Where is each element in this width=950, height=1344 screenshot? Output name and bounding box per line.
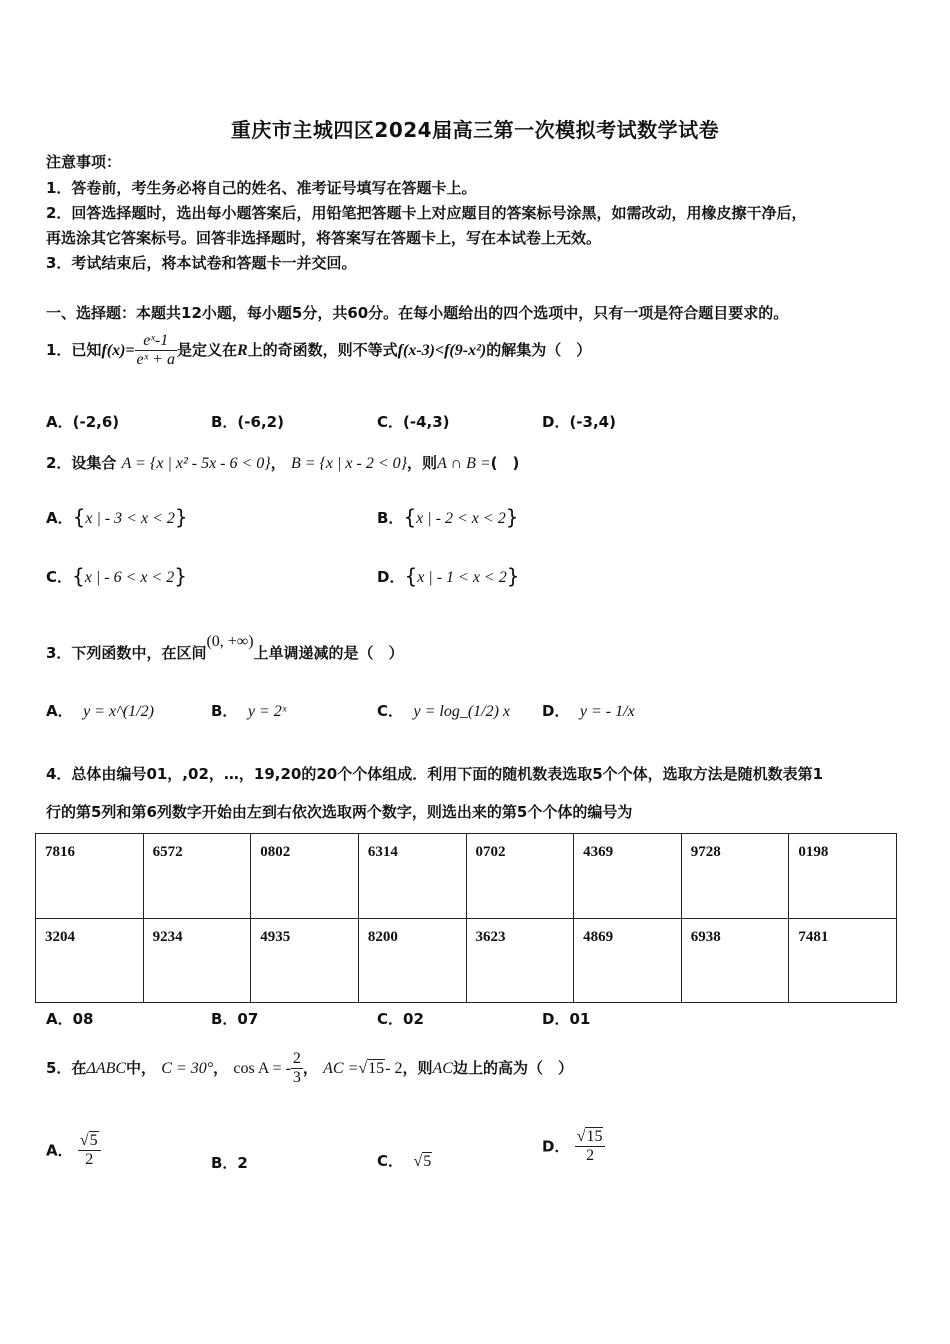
q2-option-b-label: B．: [377, 509, 404, 527]
q1-fraction: [135, 332, 177, 369]
q5-cos-num: 2: [292, 1050, 301, 1067]
table-cell: 9728: [681, 834, 789, 919]
table-cell: 7481: [789, 918, 897, 1003]
q5-ac-tail: - 2: [385, 1060, 403, 1077]
table-cell: 0702: [466, 834, 574, 919]
q3-prefix: 3．下列函数中，在区间: [46, 644, 207, 662]
q5-option-a-den: 2: [85, 1151, 94, 1168]
q3-option-c: [377, 700, 510, 721]
q2-option-a-set: x | - 3 < x < 2: [85, 510, 175, 527]
q3-option-a-expr: y = x^(1/2): [83, 703, 154, 720]
q5-ac-lhs: AC =: [323, 1060, 359, 1077]
q4-option-d: D．01: [542, 1010, 591, 1028]
notice-item-2: 2．回答选择题时，选出每小题答案后，用铅笔把答题卡上对应题目的答案标号涂黑，如需改动，用橡皮擦干净后，: [46, 204, 807, 222]
q3-suffix: 上单调递减的是（ ）: [253, 644, 404, 662]
table-cell: 3623: [466, 918, 574, 1003]
q5-mid2: ，则: [402, 1059, 433, 1077]
q4-option-a: A．08: [46, 1010, 94, 1028]
table-cell: 4869: [574, 918, 682, 1003]
q1-R: R: [236, 342, 248, 359]
table-cell: 6572: [143, 834, 251, 919]
notice-item-1: 1．答卷前，考生务必将自己的姓名、准考证号填写在答题卡上。: [46, 179, 477, 197]
q2-option-a-label: A．: [46, 509, 73, 527]
q5-option-a-radicand: 5: [89, 1132, 98, 1149]
q4-option-b: B．07: [211, 1010, 259, 1028]
q5-option-c-radicand: 5: [423, 1153, 432, 1170]
q3-option-a: [46, 700, 154, 721]
table-row: [36, 834, 897, 919]
table-cell: 3204: [36, 918, 144, 1003]
q1-frac-den: eˣ + a: [136, 351, 175, 368]
q3-option-b-label: B．: [211, 702, 238, 720]
q5-option-d-fraction: $\frac{√15}{2}$: [575, 1128, 606, 1165]
notice-item-2-cont: 再选涂其它答案标号。回答非选择题时，将答案写在答题卡上，写在本试卷上无效。: [46, 229, 602, 247]
q2-option-d-label: D．: [377, 568, 405, 586]
q5-option-c-label: C．: [377, 1152, 404, 1170]
q2-set-b: B = {x | x - 2 < 0}: [290, 455, 408, 472]
q5-cos-lhs: cos A = -: [233, 1060, 291, 1077]
notice-heading: 注意事项：: [46, 153, 122, 171]
q5-mid1: 中，: [126, 1059, 157, 1077]
question-4-line-2: 行的第5列和第6列数字开始由左到右依次选取两个数字，则选出来的第5个个体的编号为: [46, 803, 633, 821]
table-cell: 6314: [358, 834, 466, 919]
table-cell: 0802: [251, 834, 359, 919]
notice-item-3: 3．考试结束后，将本试卷和答题卡一并交回。: [46, 254, 357, 272]
q1-option-a: A．(-2,6): [46, 413, 120, 431]
q2-expr: A ∩ B =: [437, 455, 491, 472]
table-cell: 9234: [143, 918, 251, 1003]
question-1: [46, 330, 591, 371]
q5-option-d-radicand: 15: [586, 1128, 603, 1145]
question-3: [46, 622, 404, 673]
q2-option-d: D．{x | - 1 < x < 2}: [377, 564, 520, 588]
question-2: [46, 448, 519, 479]
q1-inequality: f(x-3)<f(9-x²): [397, 342, 487, 359]
table-cell: 0198: [789, 834, 897, 919]
q1-prefix: 1．已知: [46, 341, 102, 359]
q2-suffix: ( ): [490, 454, 520, 472]
q3-option-b-expr: y = 2ˣ: [247, 703, 287, 720]
question-4-line-1: 4．总体由编号01，,02，…，19,20的20个个体组成．利用下面的随机数表选取5个个体，选取方法是随机数表第1: [46, 765, 824, 783]
q5-cos-fraction: [291, 1050, 303, 1087]
q1-option-b: B．(-6,2): [211, 413, 284, 431]
q5-comma2: ，: [302, 1059, 318, 1077]
q1-suffix: 的解集为（ ）: [486, 341, 592, 359]
q2-comma: ，: [270, 454, 286, 472]
q5-option-d: [542, 1128, 605, 1165]
q3-option-c-expr: y = log_(1/2) x: [413, 703, 511, 720]
q1-mid2: 上的奇函数，则不等式: [247, 341, 398, 359]
table-cell: 8200: [358, 918, 466, 1003]
q3-option-d-label: D．: [542, 702, 570, 720]
q1-option-d: D．(-3,4): [542, 413, 616, 431]
question-5: 5．在ΔABC中， C = 30°， cos A = - $\frac{2}{3}$ ， AC =√15- 2，则AC边上的高为（ ）: [46, 1050, 573, 1086]
q5-option-a-label: A．: [46, 1141, 73, 1160]
q5-suffix: 边上的高为（ ）: [452, 1059, 573, 1077]
q5-option-c: C． √5: [377, 1152, 432, 1170]
q5-comma1: ，: [213, 1059, 229, 1077]
q2-option-c-label: C．: [46, 568, 73, 586]
q5-option-d-label: D．: [542, 1137, 570, 1156]
q2-prefix: 2．设集合: [46, 454, 117, 472]
q2-option-c-set: x | - 6 < x < 2: [84, 569, 175, 586]
q2-mid: ，则: [407, 454, 438, 472]
q5-ac: AC: [432, 1060, 453, 1077]
page-title: 重庆市主城四区2024届高三第一次模拟考试数学试卷: [230, 118, 720, 142]
q2-option-d-set: x | - 1 < x < 2: [417, 569, 507, 586]
table-cell: 6938: [681, 918, 789, 1003]
table-row: [36, 918, 897, 1003]
q1-frac-num: eˣ-1: [135, 332, 177, 351]
q3-option-d: [542, 700, 635, 721]
q1-mid: 是定义在: [176, 341, 237, 359]
q3-option-c-label: C．: [377, 702, 404, 720]
q5-ac-radicand: 15: [368, 1060, 385, 1077]
q5-option-a: [46, 1132, 101, 1169]
q2-set-a: A = {x | x² - 5x - 6 < 0}: [121, 455, 271, 472]
q2-option-c: C．{x | - 6 < x < 2}: [46, 564, 188, 588]
table-cell: 7816: [36, 834, 144, 919]
q2-option-b: B．{x | - 2 < x < 2}: [377, 505, 519, 529]
q1-option-c: C．(-4,3): [377, 413, 450, 431]
q4-option-c: C．02: [377, 1010, 424, 1028]
q5-option-d-den: 2: [586, 1147, 595, 1164]
q3-option-b: [211, 700, 286, 721]
q5-option-b: B．2: [211, 1154, 248, 1172]
q2-option-a: A．{x | - 3 < x < 2}: [46, 505, 188, 529]
q3-interval: (0, +∞): [206, 633, 254, 650]
q5-cos-den: 3: [292, 1069, 301, 1086]
table-cell: 4369: [574, 834, 682, 919]
q1-fx: f(x)=: [101, 342, 135, 359]
random-number-table: [35, 833, 897, 1003]
q5-option-a-fraction: $\frac{√5}{2}$: [78, 1132, 101, 1169]
table-cell: 4935: [251, 918, 359, 1003]
q5-prefix: 5．在: [46, 1059, 87, 1077]
q3-option-d-expr: y = - 1/x: [579, 703, 635, 720]
q5-triangle: ΔABC: [86, 1060, 127, 1077]
section-heading: 一、选择题：本题共12小题，每小题5分，共60分。在每小题给出的四个选项中，只有一项是符合题目要求的。: [46, 304, 789, 322]
q5-angle: C = 30°: [161, 1060, 214, 1077]
q3-option-a-label: A．: [46, 702, 73, 720]
q2-option-b-set: x | - 2 < x < 2: [416, 510, 506, 527]
